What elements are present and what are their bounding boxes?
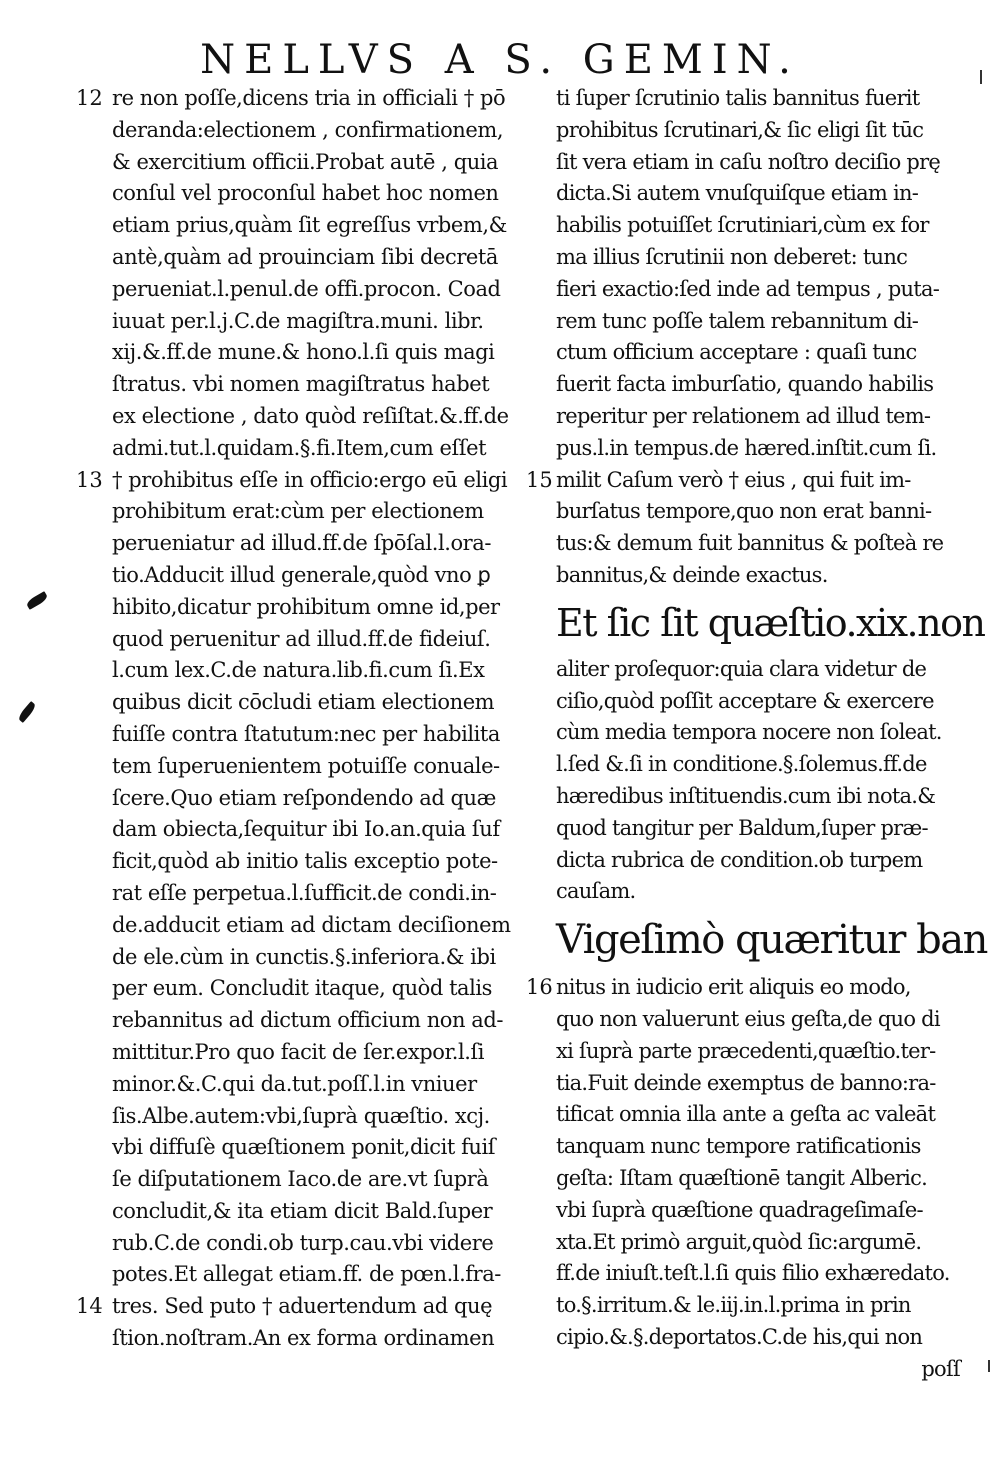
text-line: 16 nitus in iudicio erit aliquis eo modo, bbox=[556, 972, 964, 1004]
text-line: aliter proſequor:quia clara videtur de bbox=[556, 656, 927, 681]
text-line: ciſio,quòd poſſit acceptare & exercere bbox=[556, 688, 934, 713]
text-line: fuerit facta imburſatio, quando habilis bbox=[556, 372, 934, 397]
text-line: bannitus,& deinde exactus. bbox=[556, 562, 828, 587]
ink-smudge bbox=[25, 591, 49, 610]
text-line: rem tunc poſſe talem rebannitum di- bbox=[556, 308, 919, 333]
text-line: ſis.Albe.autem:vbi,ſuprà quæſtio. xcj. bbox=[112, 1103, 490, 1128]
text-line: & exercitium officii.Probat autē , quia bbox=[112, 149, 499, 174]
text-line: cùm media tempora nocere non ſoleat. bbox=[556, 720, 942, 745]
text-line: de ele.cùm in cunctis.§.inferiora.& ibi bbox=[112, 944, 496, 969]
text-line: ff.de iniuſt.teſt.l.ſi quis filio exhæredato. bbox=[556, 1261, 950, 1286]
text-line: cipio.&.§.deportatos.C.de his,qui non bbox=[556, 1324, 923, 1349]
text-line: ex electione , dato quòd reſiſtat.&.ff.de bbox=[112, 403, 509, 428]
text-line: 12 re non poſſe,dicens tria in officiali † pō bbox=[112, 83, 542, 115]
text-line: to.§.irritum.& le.iij.in.l.prima in prin bbox=[556, 1293, 911, 1318]
text-line: tus:& demum fuit bannitus & poſteà re bbox=[556, 531, 944, 556]
text-line: rat eſſe perpetua.l.ſufficit.de condi.in- bbox=[112, 880, 497, 905]
text-line: ſtratus. vbi nomen magiſtratus habet bbox=[112, 372, 490, 397]
right-column bbox=[526, 83, 987, 1385]
text-line: geſta: Iſtam quæſtionē tangit Alberic. bbox=[556, 1165, 928, 1190]
left-column bbox=[76, 83, 542, 1355]
text-line: hibito,dicatur prohibitum omne id,per bbox=[112, 594, 500, 619]
text-line: vbi ſuprà quæſtione quadrageſimaſe- bbox=[556, 1197, 923, 1222]
margin-number: 12 bbox=[76, 86, 103, 110]
text-line: perueniat.l.penul.de offi.procon. Coad bbox=[112, 276, 501, 301]
text-line: prohibitum erat:cùm per electionem bbox=[112, 499, 484, 524]
text-line: prohibitus ſcrutinari,& ſic eligi ſit tūc bbox=[556, 117, 924, 142]
text-line: l.cum lex.C.de natura.lib.fi.cum ſi.Ex bbox=[112, 658, 485, 683]
text-line: 13 † prohibitus eſſe in officio:ergo eū eligi bbox=[112, 465, 542, 497]
text-line: tio.Adducit illud generale,quòd vno ꝑ bbox=[112, 562, 491, 587]
text-line: fieri exactio:ſed inde ad tempus , puta- bbox=[556, 276, 940, 301]
text-line: burſatus tempore,quo non erat banni- bbox=[556, 499, 932, 524]
text-line: xi ſuprà parte præcedenti,quæſtio.ter- bbox=[556, 1038, 936, 1063]
text-line: ſtion.noſtram.An ex forma ordinamen bbox=[112, 1326, 495, 1351]
text-line: 14 tres. Sed puto † aduertendum ad quę bbox=[112, 1291, 542, 1323]
text-line: quo non valuerunt eius geſta,de quo di bbox=[556, 1006, 940, 1031]
text-line: l.ſed &.ſi in conditione.§.ſolemus.ff.de bbox=[556, 752, 927, 777]
text-line: ficit,quòd ab initio talis exceptio pote- bbox=[112, 849, 498, 874]
text-line: concludit,& ita etiam dicit Bald.ſuper bbox=[112, 1198, 493, 1223]
text-line: ſe diſputationem Iaco.de are.vt ſuprà bbox=[112, 1167, 489, 1192]
text-line: reperitur per relationem ad illud tem- bbox=[556, 403, 931, 428]
catchword: poſſ bbox=[921, 1356, 960, 1381]
text-line: 15 milit Caſum verò † eius , qui fuit im- bbox=[556, 465, 964, 497]
text-line: dicta.Si autem vnuſquiſque etiam in- bbox=[556, 181, 919, 206]
text-line: minor.&.C.qui da.tut.poſſ.l.in vniuer bbox=[112, 1071, 477, 1096]
text-line: deranda:electionem , confirmationem, bbox=[112, 117, 504, 142]
text-line: dam obiecta,ſequitur ibi Io.an.quia ſuf bbox=[112, 817, 500, 842]
text-line: antè,quàm ad prouinciam ſibi decretā bbox=[112, 244, 498, 269]
running-title: NELLVS A S. GEMIN. bbox=[200, 37, 800, 83]
ink-smudge bbox=[17, 701, 37, 723]
text-line: rub.C.de condi.ob turp.cau.vbi videre bbox=[112, 1230, 494, 1255]
text-line: per eum. Concludit itaque, quòd talis bbox=[112, 976, 492, 1001]
text-line: hæredibus inſtituendis.cum ibi nota.& bbox=[556, 783, 936, 808]
text-line: ma illius ſcrutinii non deberet: tunc bbox=[556, 244, 908, 269]
text-line: tem ſuperuenientem potuiſſe conuale- bbox=[112, 753, 500, 778]
text-line: potes.Et allegat etiam.ff. de pœn.l.fra- bbox=[112, 1262, 501, 1287]
text-line: mittitur.Pro quo facit de ſer.expor.l.ſi bbox=[112, 1039, 485, 1064]
text-line: ſit vera etiam in caſu noſtro deciſio prę bbox=[556, 149, 941, 174]
text-line: etiam prius,quàm ſit egreſſus vrbem,& bbox=[112, 213, 507, 238]
text-line: de.adducit etiam ad dictam deciſionem bbox=[112, 912, 511, 937]
text-line: xta.Et primò arguit,quòd ſic:argumē. bbox=[556, 1229, 922, 1254]
text-line: tia.Fuit deinde exemptus de banno:ra- bbox=[556, 1070, 936, 1095]
text-line: xij.&.ff.de mune.& hono.l.ſi quis magi bbox=[112, 340, 495, 365]
margin-number: 16 bbox=[526, 975, 553, 1000]
text-line: conſul vel proconſul habet hoc nomen bbox=[112, 181, 499, 206]
text-line: vbi diffuſè quæſtionem ponit,dicit fuiſ bbox=[112, 1135, 496, 1160]
edge-mark bbox=[988, 1360, 990, 1372]
text-line: fuiſſe contra ſtatutum:nec per habilita bbox=[112, 721, 500, 746]
text-line: quod peruenitur ad illud.ff.de fideiuſ. bbox=[112, 626, 491, 651]
text-line: ſcere.Quo etiam reſpondendo ad quæ bbox=[112, 785, 496, 810]
text-line: tanquam nunc tempore ratificationis bbox=[556, 1134, 921, 1159]
text-line: ti ſuper ſcrutinio talis bannitus fuerit bbox=[556, 86, 920, 110]
text-line: tificat omnia illa ante a geſta ac valeāt bbox=[556, 1102, 936, 1127]
question-heading: Vigeſimò quæritur ban bbox=[556, 917, 987, 964]
text-line: habilis potuiſſet ſcrutiniari,cùm ex for bbox=[556, 213, 929, 238]
question-heading: Et ſic ſit quæſtio.xix.non bbox=[556, 600, 985, 645]
text-line: admi.tut.l.quidam.§.fi.Item,cum eſſet bbox=[112, 435, 487, 460]
text-line: ctum officium acceptare : quaſi tunc bbox=[556, 340, 917, 365]
text-line: cauſam. bbox=[556, 879, 636, 904]
text-line: quod tangitur per Baldum,ſuper præ- bbox=[556, 815, 928, 840]
text-line: perueniatur ad illud.ff.de ſpōſal.l.ora- bbox=[112, 531, 491, 556]
text-line: rebannitus ad dictum officium non ad- bbox=[112, 1008, 503, 1033]
text-line: quibus dicit cōcludi etiam electionem bbox=[112, 690, 495, 715]
edge-mark bbox=[980, 70, 982, 84]
text-line: iuuat per.l.j.C.de magiſtra.muni. libr. bbox=[112, 308, 484, 333]
text-line: pus.l.in tempus.de hæred.inſtit.cum ſi. bbox=[556, 435, 937, 460]
margin-number: 15 bbox=[526, 467, 553, 492]
margin-number: 13 bbox=[76, 467, 103, 492]
margin-number: 14 bbox=[76, 1294, 103, 1319]
text-line: dicta rubrica de condition.ob turpem bbox=[556, 847, 923, 872]
